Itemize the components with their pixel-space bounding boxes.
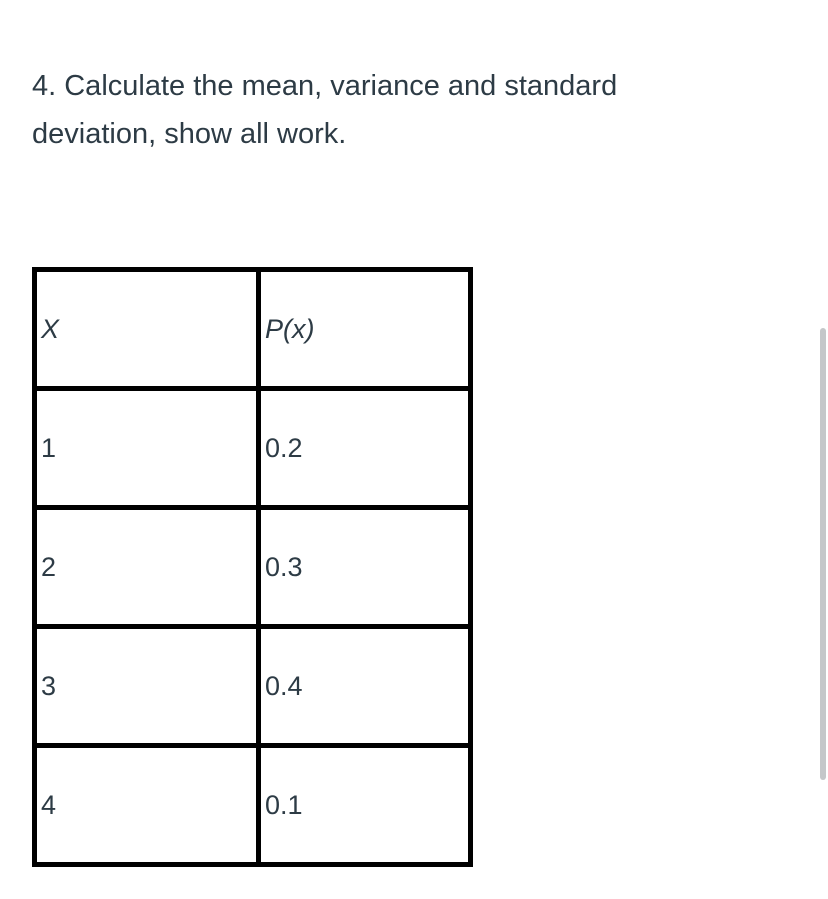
table-header-row — [35, 270, 471, 389]
table-row — [35, 508, 471, 627]
cell-px: 0.4 — [259, 627, 471, 746]
table-row — [35, 627, 471, 746]
cell-px: 0.3 — [259, 508, 471, 627]
cell-px: 0.1 — [259, 746, 471, 865]
cell-x: 2 — [35, 508, 259, 627]
cell-x: 4 — [35, 746, 259, 865]
table-row — [35, 746, 471, 865]
cell-x: 3 — [35, 627, 259, 746]
cell-x: 1 — [35, 389, 259, 508]
question-text: 4. Calculate the mean, variance and standard deviation, show all work. — [32, 70, 618, 150]
table-row — [35, 389, 471, 508]
header-x: X — [35, 270, 259, 389]
probability-table — [32, 267, 473, 867]
vertical-scrollbar[interactable] — [820, 328, 826, 780]
cell-px: 0.2 — [259, 389, 471, 508]
header-px: P(x) — [259, 270, 471, 389]
